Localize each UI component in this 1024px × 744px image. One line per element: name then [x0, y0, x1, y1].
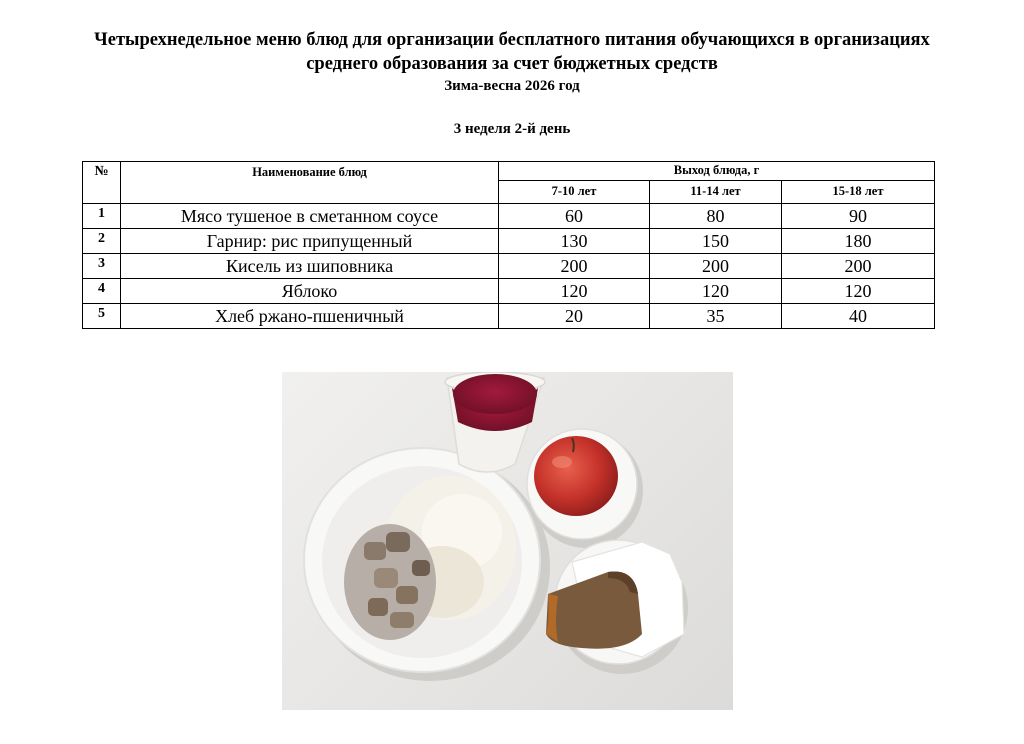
table-row — [83, 279, 935, 304]
stewed-meat — [344, 524, 436, 640]
portion-11-14: 200 — [650, 254, 782, 279]
header-age-15-18: 15-18 лет — [782, 181, 935, 204]
header-age-7-10: 7-10 лет — [499, 181, 650, 204]
header-number: № — [83, 162, 121, 204]
portion-15-18: 90 — [782, 204, 935, 229]
table-row — [83, 254, 935, 279]
portion-15-18: 120 — [782, 279, 935, 304]
portion-7-10: 130 — [499, 229, 650, 254]
title-line-2: среднего образования за счет бюджетных средств — [306, 54, 718, 74]
menu-table — [82, 161, 935, 329]
header-age-11-14: 11-14 лет — [650, 181, 782, 204]
meal-photo-illustration — [282, 372, 733, 710]
dish-name: Кисель из шиповника — [121, 254, 499, 279]
portion-11-14: 150 — [650, 229, 782, 254]
bread-bowl — [546, 540, 688, 674]
portion-15-18: 40 — [782, 304, 935, 329]
portion-11-14: 80 — [650, 204, 782, 229]
meal-photo — [282, 372, 733, 710]
portion-7-10: 20 — [499, 304, 650, 329]
row-number: 1 — [83, 204, 121, 229]
portion-15-18: 180 — [782, 229, 935, 254]
dish-name: Гарнир: рис припущенный — [121, 229, 499, 254]
portion-11-14: 120 — [650, 279, 782, 304]
week-day-label: 3 неделя 2-й день — [453, 121, 571, 137]
portion-15-18: 200 — [782, 254, 935, 279]
dish-name: Мясо тушеное в сметанном соусе — [121, 204, 499, 229]
table-row — [83, 304, 935, 329]
row-number: 5 — [83, 304, 121, 329]
portion-7-10: 120 — [499, 279, 650, 304]
header-dish-name: Наименование блюд — [121, 162, 499, 204]
apple — [534, 436, 618, 516]
title-line-1: Четырехнедельное меню блюд для организации бесплатного питания обучающихся в организациях — [94, 30, 930, 50]
document-title — [0, 28, 1024, 76]
row-number: 4 — [83, 279, 121, 304]
season-label: Зима-весна 2026 год — [444, 78, 580, 94]
row-number: 2 — [83, 229, 121, 254]
portion-7-10: 200 — [499, 254, 650, 279]
table-row — [83, 229, 935, 254]
apple-bowl — [527, 429, 643, 548]
portion-7-10: 60 — [499, 204, 650, 229]
portion-11-14: 35 — [650, 304, 782, 329]
dish-name: Хлеб ржано-пшеничный — [121, 304, 499, 329]
row-number: 3 — [83, 254, 121, 279]
header-output: Выход блюда, г — [499, 162, 935, 181]
table-row — [83, 204, 935, 229]
dish-name: Яблоко — [121, 279, 499, 304]
kissel-cup — [445, 372, 545, 472]
